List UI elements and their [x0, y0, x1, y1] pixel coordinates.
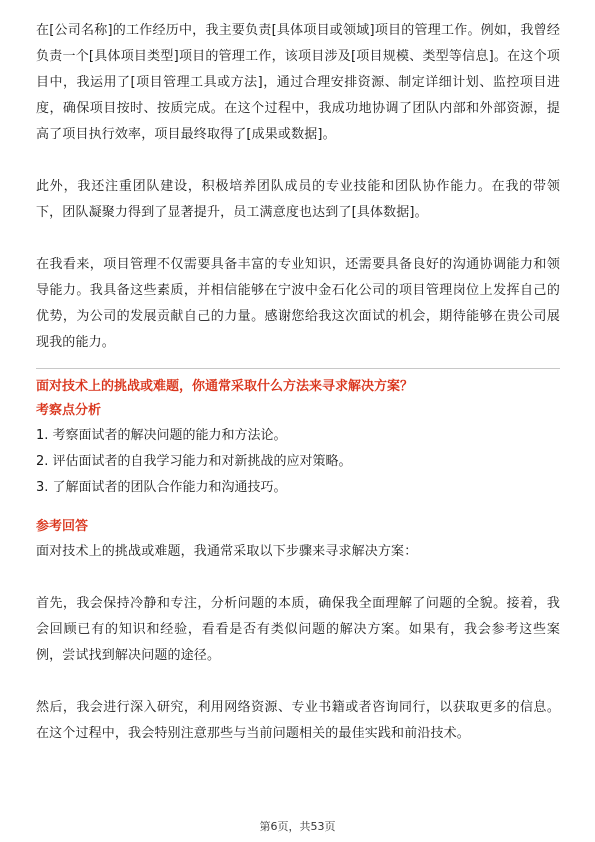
answer-lead: 面对技术上的挑战或难题，我通常采取以下步骤来寻求解决方案： — [36, 544, 418, 559]
section-divider — [36, 368, 560, 369]
answer-paragraph-2: 然后，我会进行深入研究，利用网络资源、专业书籍或者咨询同行，以获取更多的信息。在这个过程中，我会特别注意那些与当前问题相关的最佳实践和前沿技术。 — [36, 700, 560, 741]
analysis-point: 3. 了解面试者的团队合作能力和沟通技巧。 — [36, 480, 287, 495]
analysis-point: 1. 考察面试者的解决问题的能力和方法论。 — [36, 428, 287, 443]
analysis-title: 考察点分析 — [36, 403, 102, 418]
document-page — [36, 18, 560, 747]
analysis-point: 2. 评估面试者的自我学习能力和对新挑战的应对策略。 — [36, 454, 352, 469]
intro-paragraph-3: 在我看来，项目管理不仅需要具备丰富的专业知识，还需要具备良好的沟通协调能力和领导能力。我具备这些素质，并相信能够在宁波中金石化公司的项目管理岗位上发挥自己的优势，为公司的发展贡献自己的力量。感谢您给我这次面试的机会，期待能够在贵公司展现我的能力。 — [36, 257, 560, 350]
page-number-footer: 第6页，共53页 — [259, 820, 336, 833]
intro-paragraph-1: 在[公司名称]的工作经历中，我主要负责[具体项目或领域]项目的管理工作。例如，我曾经负责一个[具体项目类型]项目的管理工作，该项目涉及[项目规模、类型等信息]。在这个项目中，我运用了[项目管理工具或方法]，通过合理安排资源、制定详细计划、监控项目进度，确保项目按时、按质完成。在这个过程中，我成功地协调了团队内部和外部资源，提高了项目执行效率，项目最终取得了[成果或数据]。 — [36, 23, 560, 142]
answer-title: 参考回答 — [36, 519, 89, 534]
intro-paragraph-2: 此外，我还注重团队建设，积极培养团队成员的专业技能和团队协作能力。在我的带领下，团队凝聚力得到了显著提升，员工满意度也达到了[具体数据]。 — [36, 179, 560, 220]
answer-paragraph-1: 首先，我会保持冷静和专注，分析问题的本质，确保我全面理解了问题的全貌。接着，我会回顾已有的知识和经验，看看是否有类似问题的解决方案。如果有，我会参考这些案例，尝试找到解决问题的途径。 — [36, 596, 560, 663]
question-heading: 面对技术上的挑战或难题，你通常采取什么方法来寻求解决方案？ — [36, 379, 414, 394]
